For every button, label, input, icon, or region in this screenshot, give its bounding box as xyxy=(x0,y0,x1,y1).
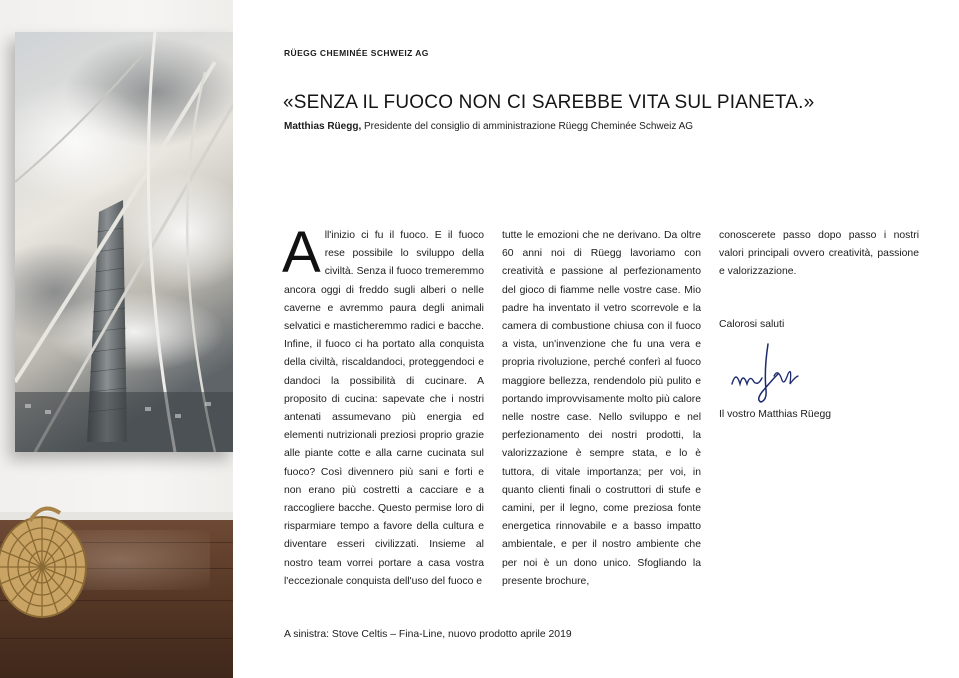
handwritten-signature xyxy=(728,340,810,406)
skyscraper-painting xyxy=(15,32,233,452)
closing-greeting: Calorosi saluti xyxy=(719,319,785,330)
author-byline xyxy=(284,121,693,132)
signatory-name: Il vostro Matthias Rüegg xyxy=(719,409,832,420)
image-caption: A sinistra: Stove Celtis – Fina-Line, nuovo prodotto aprile 2019 xyxy=(284,629,572,640)
interior-photo xyxy=(0,0,233,678)
body-text-2: tutte le emozioni che ne derivano. Da oltre 60 anni noi di Rüegg lavoriamo con creatività e passione al perfezionamento del gioco di fiamme nelle vostre case. Mio padre ha inventato il vetro scorrevole e la camera di combustione chiusa con il fuoco a vista, un'invenzione che fu una vera e propria rivoluzione, perché conferì al fuoco maggiore bellezza, rendendolo più pulito e portando improvvisamente molto più calore nelle nostre case. Nello sviluppo e nel perfezionamento dei nostri prodotti, la valorizzazione è sempre stata, e lo è tuttora, di vitale importanza; per voi, in quanto clienti finali o costruttori di stufe e camini, per il legno, come preziosa fonte energetica rinnovabile e a basso impatto ambientale, e per il nostro ambiente che per noi è un dono unico. Sfogliando la presente brochure, xyxy=(502,230,701,587)
body-text-3: conoscerete passo dopo passo i nostri valori principali ovvero creatività, passione e valorizzazione. xyxy=(719,230,919,278)
body-text-1: ll'inizio ci fu il fuoco. E il fuoco rese possibile lo sviluppo della civiltà. Senza il fuoco tremeremmo ancora oggi di freddo sugli alberi o nelle caverne e avremmo paura degli animali selvatici e masticheremmo radici e bacche. Infine, il fuoco ci ha portato alla conquista della civiltà, riscaldandoci, proteggendoci e dandoci la possibilità di cucinare. A proposito di cucina: sapevate che i nostri antenati assumevano più energia ed elementi nutrizionali preziosi proprio grazie alle piante cotte e alla carne cucinata sul fuoco? Così divennero più sani e forti e non erano più costretti a cacciare e a raccogliere bacche. Questo permise loro di risparmiare tempo a favore della cultura e diventare esseri civilizzati. Insieme al nostro team vorrei portare a casa vostra l'eccezionale conquista dell'uso del fuoco e xyxy=(284,230,484,587)
wicker-basket xyxy=(0,495,100,625)
body-column-3 xyxy=(719,227,919,282)
body-column-1 xyxy=(282,220,484,591)
drop-cap: A xyxy=(282,220,321,285)
body-column-2 xyxy=(502,227,701,591)
author-name: Matthias Rüegg, xyxy=(284,121,362,132)
author-role: Presidente del consiglio di amministrazione Rüegg Cheminée Schweiz AG xyxy=(361,121,694,132)
company-name: RÜEGG CHEMINÉE SCHWEIZ AG xyxy=(284,48,429,58)
headline-quote: «SENZA IL FUOCO NON CI SAREBBE VITA SUL PIANETA.» xyxy=(283,92,815,113)
